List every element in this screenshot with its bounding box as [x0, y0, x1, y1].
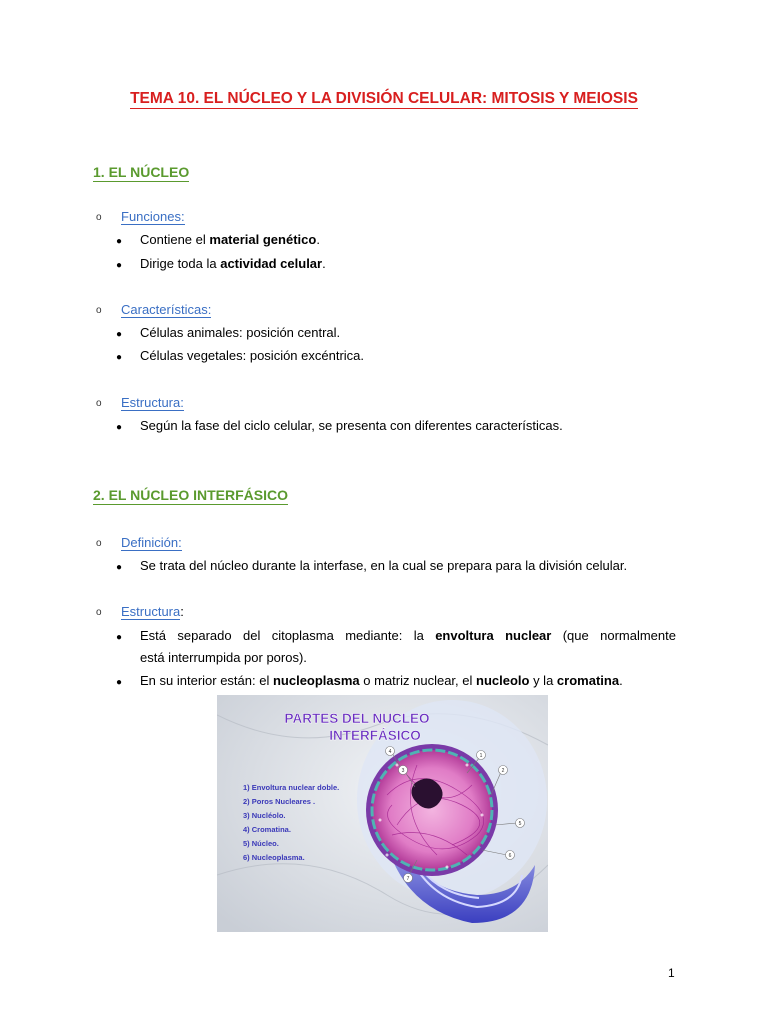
bullet-item: Está separado del citoplasma mediante: la envoltura nuclear (que normalmente está interrumpida por poros). [140, 628, 676, 665]
callout-label: 2 [501, 768, 505, 774]
bullet-item: Contiene el material genético. [140, 232, 320, 247]
subsection-label-estructura: Estructura: [121, 395, 184, 410]
bullet-dot-icon: ● [116, 260, 123, 271]
circle-bullet-icon: o [96, 212, 102, 223]
bullet-dot-icon: ● [116, 422, 123, 433]
bullet-item: Dirige toda la actividad celular. [140, 256, 326, 271]
bullet-item: Células animales: posición central. [140, 325, 341, 340]
subsection-label-estructura-2: Estructura: [121, 604, 184, 619]
circle-bullet-icon: o [96, 607, 102, 618]
bullet-dot-icon: ● [116, 562, 123, 573]
subsection-label-caracteristicas: Características: [121, 302, 212, 317]
bullet-dot-icon: ● [116, 632, 123, 643]
circle-bullet-icon: o [96, 305, 102, 316]
bullet-dot-icon: ● [116, 352, 123, 363]
callout-label: 5 [518, 821, 522, 827]
legend-item: 2) Poros Nucleares . [243, 797, 316, 806]
nucleoplasm [372, 750, 492, 870]
document-title-text: TEMA 10. EL NÚCLEO Y LA DIVISIÓN CELULAR: MITOSIS Y MEIOSIS [130, 90, 638, 107]
section-heading-text: 1. EL NÚCLEO [93, 164, 190, 180]
bullet-item: Se trata del núcleo durante la interfase, en la cual se prepara para la división celular. [140, 558, 628, 573]
bullet-item: Células vegetales: posición excéntrica. [140, 348, 365, 363]
figure-title-line2: INTERFÁSICO [329, 728, 421, 743]
bullet-dot-icon: ● [116, 677, 123, 688]
section-heading-nucleo-interfasico [93, 487, 288, 503]
legend-item: 4) Cromatina. [243, 825, 291, 834]
subsection-label-funciones: Funciones: [121, 209, 185, 224]
legend-item: 3) Nucléolo. [243, 811, 286, 820]
circle-bullet-icon: o [96, 538, 102, 549]
legend-item: 5) Núcleo. [243, 839, 279, 848]
callout-label: 4 [388, 749, 392, 755]
nucleus-diagram-figure [217, 695, 548, 932]
bullet-item: En su interior están: el nucleoplasma o matriz nuclear, el nucleolo y la cromatina. [140, 673, 623, 688]
circle-bullet-icon: o [96, 398, 102, 409]
bullet-item: Según la fase del ciclo celular, se presenta con diferentes características. [140, 418, 563, 433]
figure-title-line1: PARTES DEL NUCLEO [284, 711, 430, 726]
bullet-dot-icon: ● [116, 236, 123, 247]
document-title [0, 90, 768, 108]
section-heading-nucleo [93, 164, 189, 180]
subsection-label-definicion: Definición: [121, 535, 182, 550]
section-heading-text: 2. EL NÚCLEO INTERFÁSICO [93, 487, 288, 503]
callout-label: 1 [479, 753, 483, 759]
page-number: 1 [668, 966, 675, 980]
legend-item: 6) Nucleoplasma. [243, 853, 305, 862]
bullet-dot-icon: ● [116, 329, 123, 340]
nucleus-diagram [217, 695, 548, 932]
legend-item: 1) Envoltura nuclear doble. [243, 783, 340, 792]
callout-label: 6 [508, 853, 512, 859]
callout-label: 7 [406, 876, 410, 882]
callout-label: 3 [401, 768, 405, 774]
